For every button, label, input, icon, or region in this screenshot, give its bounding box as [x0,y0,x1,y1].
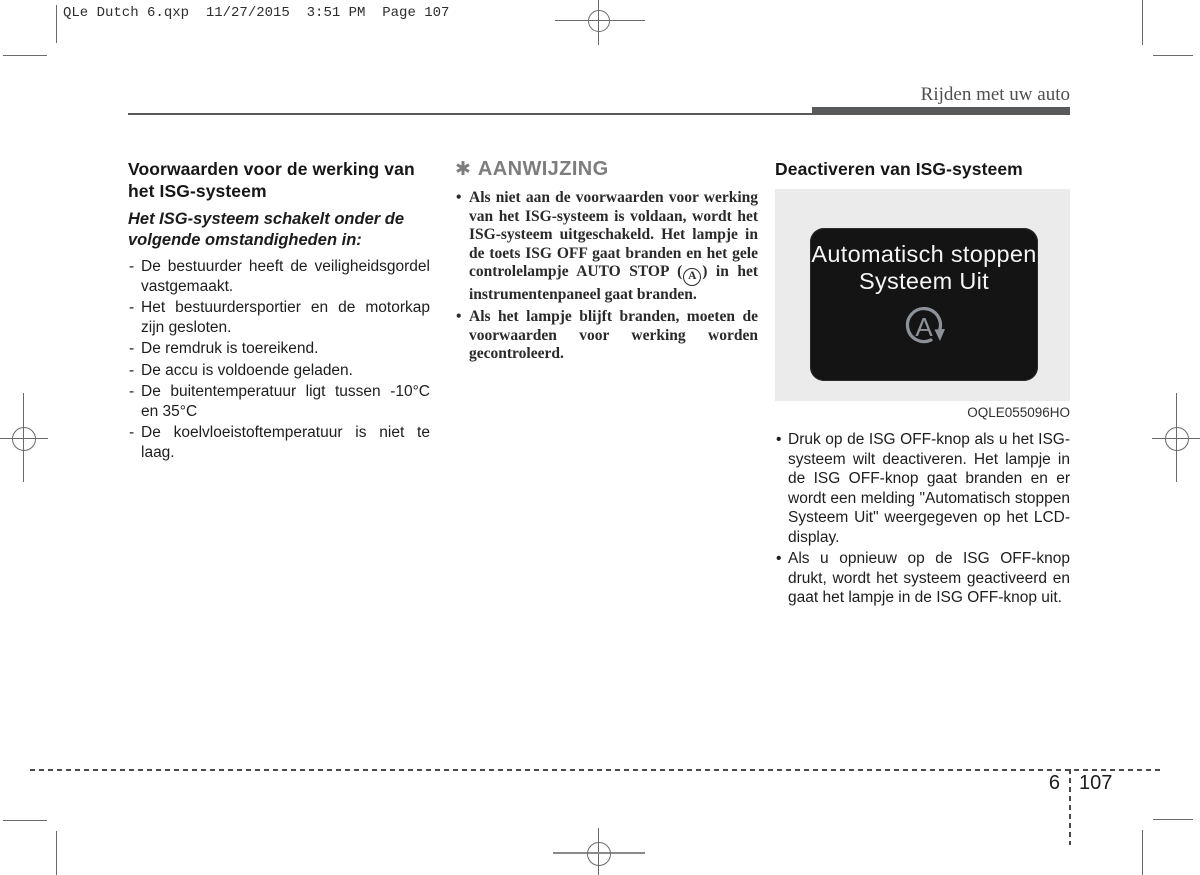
lcd-message-line1: Automatisch stoppen [811,241,1037,267]
crop-mark-top-right-vertical [1142,0,1143,45]
registration-mark-right-circle [1165,427,1189,451]
list-item: • Als niet aan de voorwaarden voor werking van het ISG-systeem is voldaan, wordt het ISG-systeem uitgeschakeld. Het lampje in de toets ISG OFF gaat branden en het gele controlelampje AUTO STOP ( A ) in het instrumentenpaneel gaat branden. [456,189,759,303]
list-item: - De accu is voldoende geladen. [129,361,353,379]
list-marker: - [129,383,135,400]
crop-mark-bottom-right-vertical [1142,830,1143,875]
chapter-number: 6 [1048,772,1060,794]
footer-dashed-rule [30,769,1162,771]
crop-mark-bottom-right-horizontal [1153,819,1193,820]
auto-stop-indicator-icon: A [683,268,701,286]
list-marker: - [129,299,135,316]
asterisk-icon: ✱ [455,159,471,180]
list-item: - De remdruk is toereikend. [129,340,319,357]
crop-mark-top-left-horizontal [3,55,47,56]
crop-mark-top-left-vertical [56,5,57,43]
header-accent-bar [812,107,1070,115]
footer-dashed-divider [1069,769,1071,845]
list-item: - Het bestuurdersportier en de motorkap zijn gesloten. [129,299,430,336]
section-heading: Deactiveren van ISG-systeem [775,159,1023,179]
list-marker: - [129,340,135,357]
column-deactivate [775,158,1070,610]
figure-caption: OQLE055096HO [967,405,1070,420]
list-marker: - [129,258,135,275]
deactivate-list [775,430,1070,608]
lcd-message-line2: Systeem Uit [859,268,989,294]
list-item: • Druk op de ISG OFF-knop als u het ISG-systeem wilt deactiveren. Het lampje in de ISG OFF-knop gaat branden en er wordt een melding "Automatisch stoppen Systeem Uit" weergegeven op het LCD-display. [776,431,1070,546]
list-marker: • [776,431,782,448]
registration-mark-left-circle [12,427,36,451]
list-marker: • [456,308,462,326]
notice-list [455,189,758,364]
list-marker: • [456,189,462,206]
notice-heading-label: AANWIJZING [477,158,609,180]
page-number: 107 [1079,772,1113,794]
list-marker: • [776,550,782,567]
registration-mark-top-circle [588,10,610,32]
list-marker: - [129,424,135,441]
list-item: • Als u opnieuw op de ISG OFF-knop drukt, wordt het systeem geactiveerd en gaat het lampje in de ISG OFF-knop uit. [776,550,1070,606]
crop-mark-top-right-horizontal [1153,55,1193,56]
print-slug: QLe Dutch 6.qxp 11/27/2015 3:51 PM Page 107 [63,5,450,21]
condition-list [128,257,430,462]
section-subheading: Het ISG-systeem schakelt onder de volgende omstandigheden in: [128,210,405,249]
crop-mark-bottom-left-horizontal [3,820,47,821]
list-item: - De bestuurder heeft de veiligheidsgordel vastgemaakt. [129,258,430,295]
crop-mark-bottom-left-vertical [56,831,57,875]
column-notice [455,158,758,368]
auto-stop-icon [810,301,1038,358]
section-heading: Voorwaarden voor de werking van het ISG-systeem [128,159,415,201]
list-item: - De buitentemperatuur ligt tussen -10°C en 35°C [129,383,430,420]
list-item: - De koelvloeistoftemperatuur is niet te laag. [129,424,430,461]
list-marker: - [129,361,135,379]
lcd-display [810,228,1038,381]
list-item: • Als het lampje blijft branden, moeten de voorwaarden voor werking worden gecontroleerd. [456,308,758,363]
auto-stop-icon-letter: A [915,312,933,342]
column-conditions [128,158,430,464]
notice-heading [455,158,758,181]
registration-mark-bottom-circle [587,842,611,866]
lcd-figure [775,189,1070,401]
chapter-header: Rijden met uw auto [920,84,1070,105]
